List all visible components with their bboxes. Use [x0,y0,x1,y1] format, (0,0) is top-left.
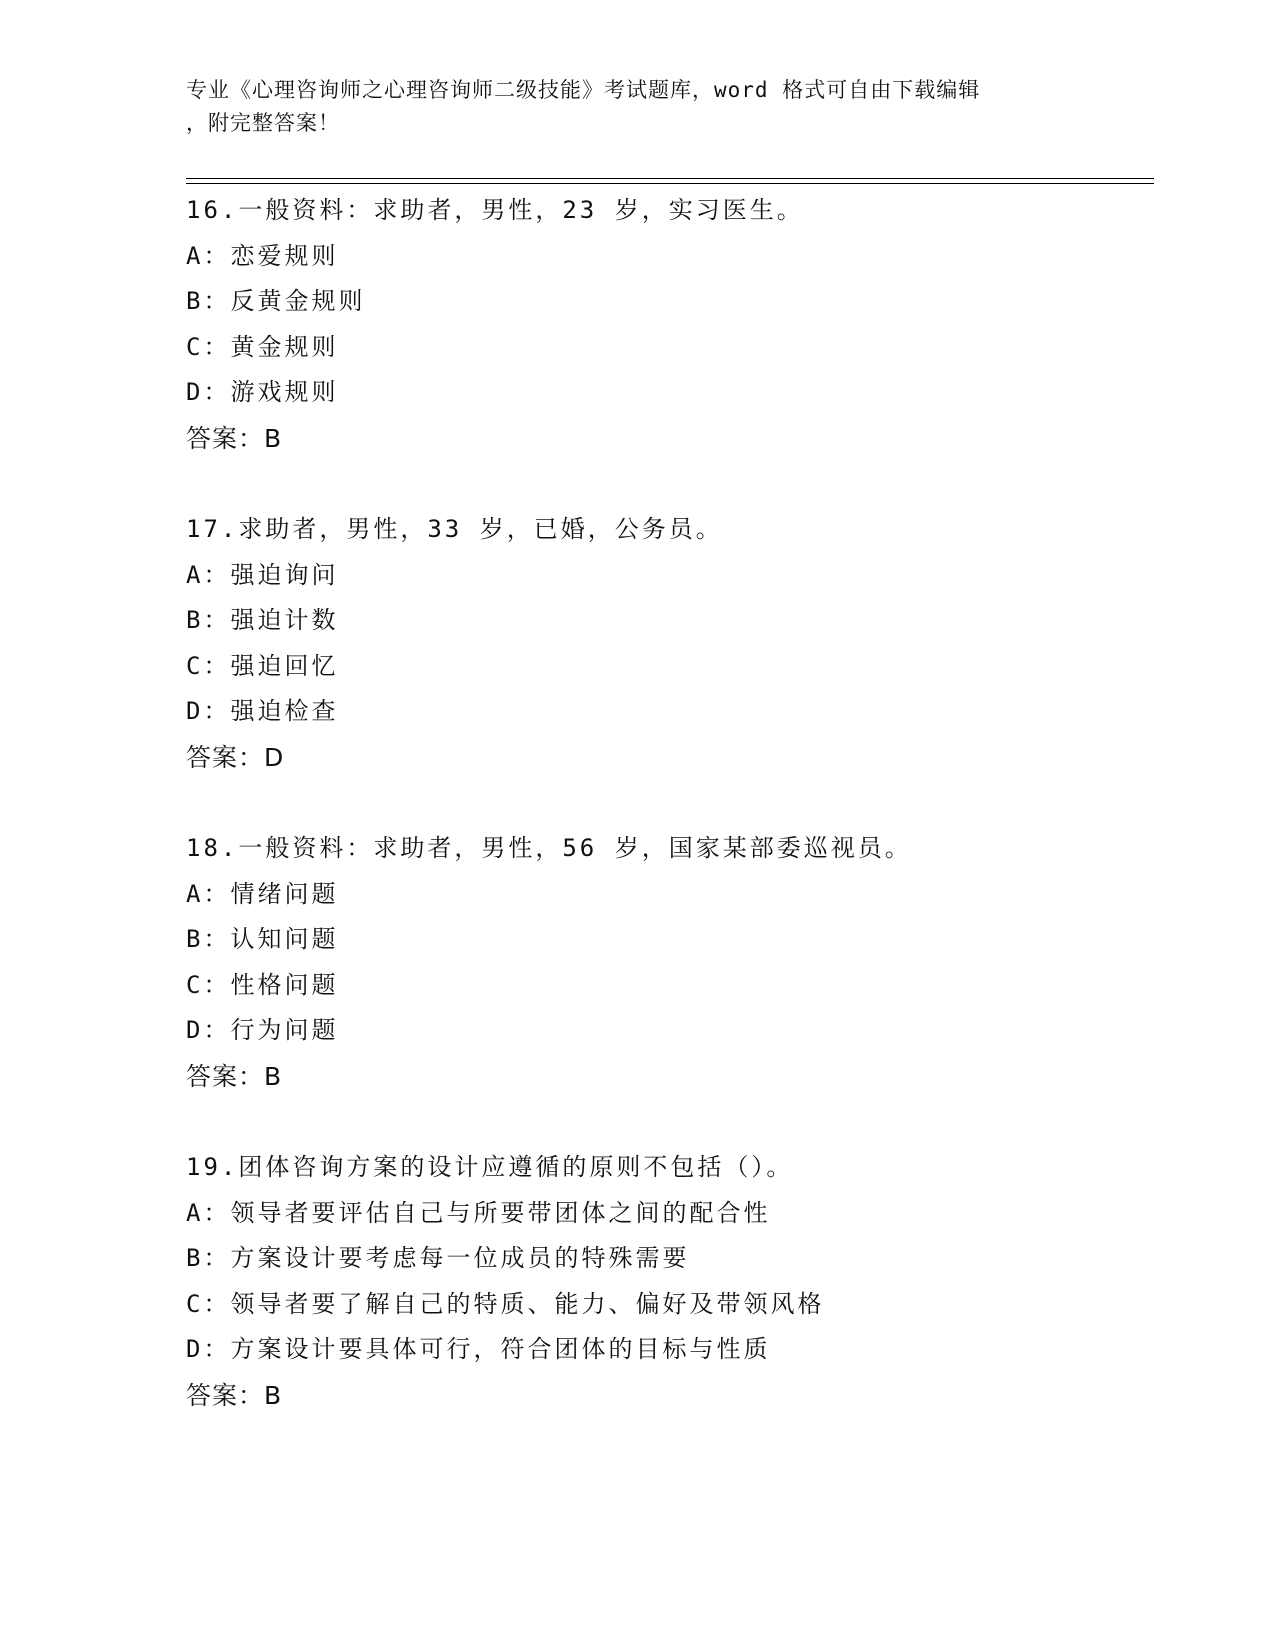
header-divider [186,178,1154,184]
option-d: D：强迫检查 [186,697,339,725]
header-title-line: 专业《心理咨询师之心理咨询师二级技能》考试题库，word 格式可自由下载编辑 [186,78,981,102]
option-b: B：认知问题 [186,925,339,953]
header-subtitle-line: ，附完整答案！ [186,111,340,135]
question-stem: 18.一般资料：求助者，男性，56 岁，国家某部委巡视员。 [186,834,912,862]
option-d: D：方案设计要具体可行，符合团体的目标与性质 [186,1335,771,1363]
option-b: B：反黄金规则 [186,287,366,315]
option-c: C：黄金规则 [186,332,339,361]
option-c: C：领导者要了解自己的特质、能力、偏好及带领风格 [186,1289,825,1318]
document-header [186,74,1066,140]
option-d: D：游戏规则 [186,378,339,406]
option-b: B：强迫计数 [186,606,339,634]
answer-line: 答案：B [186,1061,283,1091]
answer-line: 答案：B [186,1380,283,1410]
option-a: A：恋爱规则 [186,241,339,270]
question-17 [186,507,1146,780]
option-a: A：情绪问题 [186,879,339,908]
option-a: A：强迫询问 [186,560,339,589]
question-stem: 16.一般资料：求助者，男性，23 岁，实习医生。 [186,196,804,224]
option-d: D：行为问题 [186,1016,339,1044]
question-18 [186,826,1146,1099]
question-stem: 17.求助者，男性，33 岁，已婚，公务员。 [186,515,723,543]
option-b: B：方案设计要考虑每一位成员的特殊需要 [186,1244,690,1272]
question-16 [186,188,1146,461]
answer-line: 答案：D [186,742,285,772]
answer-line: 答案：B [186,423,283,453]
question-stem: 19.团体咨询方案的设计应遵循的原则不包括（）。 [186,1153,794,1181]
option-c: C：性格问题 [186,970,339,999]
option-c: C：强迫回忆 [186,651,339,680]
option-a: A：领导者要评估自己与所要带团体之间的配合性 [186,1198,771,1227]
question-19 [186,1145,1146,1418]
